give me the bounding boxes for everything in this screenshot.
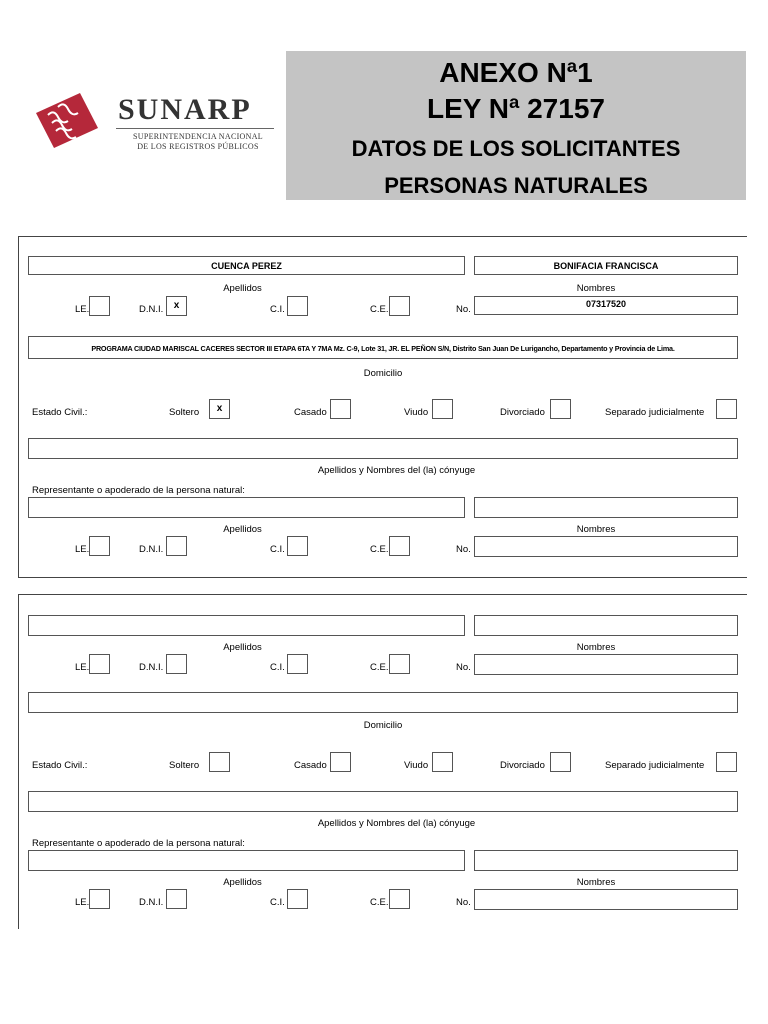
viudo-label: Viudo bbox=[404, 407, 429, 418]
ce-checkbox[interactable] bbox=[389, 296, 410, 316]
dni-label: D.N.I. bbox=[139, 304, 164, 315]
rep-ci-label: C.I. bbox=[270, 544, 285, 555]
logo-subtitle-2: DE LOS REGISTROS PÚBLICOS bbox=[137, 142, 259, 151]
rep-nombres-field-2[interactable] bbox=[474, 850, 738, 871]
rep-nombres-label-2: Nombres bbox=[576, 877, 616, 888]
applicant-2-section bbox=[18, 594, 747, 929]
rep-nombres-label: Nombres bbox=[576, 524, 616, 535]
doc-number-field-2[interactable] bbox=[474, 654, 738, 675]
rep-le-label: LE. bbox=[75, 544, 90, 555]
casado-checkbox[interactable] bbox=[330, 399, 351, 419]
divorciado-label: Divorciado bbox=[500, 407, 545, 418]
conyuge-field[interactable] bbox=[28, 438, 738, 459]
divorciado-checkbox-2[interactable] bbox=[550, 752, 571, 772]
ci-label: C.I. bbox=[270, 304, 285, 315]
rep-apellidos-label-2: Apellidos bbox=[223, 877, 262, 888]
sunarp-logo bbox=[36, 88, 281, 158]
ce-label: C.E. bbox=[370, 304, 389, 315]
separado-checkbox-2[interactable] bbox=[716, 752, 737, 772]
doc-number-field[interactable]: 07317520 bbox=[474, 296, 738, 315]
apellidos-field-2[interactable] bbox=[28, 615, 465, 636]
casado-checkbox-2[interactable] bbox=[330, 752, 351, 772]
conyuge-field-2[interactable] bbox=[28, 791, 738, 812]
ce-checkbox-2[interactable] bbox=[389, 654, 410, 674]
domicilio-label: Domicilio bbox=[363, 368, 403, 379]
separado-label-2: Separado judicialmente bbox=[605, 760, 705, 771]
rep-apellidos-field-2[interactable] bbox=[28, 850, 465, 871]
logo-name: SUNARP bbox=[118, 93, 252, 126]
estado-civil-label-2: Estado Civil.: bbox=[32, 760, 88, 771]
separado-checkbox[interactable] bbox=[716, 399, 737, 419]
divorciado-label-2: Divorciado bbox=[500, 760, 545, 771]
rep-ce-label-2: C.E. bbox=[370, 897, 389, 908]
representante-label-2: Representante o apoderado de la persona natural: bbox=[32, 838, 245, 849]
rep-dni-label: D.N.I. bbox=[139, 544, 164, 555]
no-label: No. bbox=[456, 304, 471, 315]
domicilio-field[interactable]: PROGRAMA CIUDAD MARISCAL CACERES SECTOR III ETAPA 6TA Y 7MA Mz. C-9, Lote 31, JR. EL PEÑON S/N, Distrito San Juan De Lurigancho, Departamento y Provincia de Lima. bbox=[28, 336, 738, 359]
logo-divider bbox=[116, 128, 274, 129]
apellidos-field[interactable]: CUENCA PEREZ bbox=[28, 256, 465, 275]
apellidos-label-2: Apellidos bbox=[223, 642, 262, 653]
rep-ce-label: C.E. bbox=[370, 544, 389, 555]
section-title: DATOS DE LOS SOLICITANTES bbox=[351, 136, 681, 161]
rep-le-checkbox[interactable] bbox=[89, 536, 110, 556]
viudo-checkbox-2[interactable] bbox=[432, 752, 453, 772]
viudo-checkbox[interactable] bbox=[432, 399, 453, 419]
le-label: LE. bbox=[75, 304, 90, 315]
law-title: LEY Nª 27157 bbox=[427, 93, 605, 124]
soltero-label: Soltero bbox=[169, 407, 200, 418]
le-checkbox-2[interactable] bbox=[89, 654, 110, 674]
conyuge-label-2: Apellidos y Nombres del (la) cónyuge bbox=[317, 818, 476, 829]
rep-apellidos-label: Apellidos bbox=[223, 524, 262, 535]
rep-le-label-2: LE. bbox=[75, 897, 90, 908]
rep-apellidos-field[interactable] bbox=[28, 497, 465, 518]
rep-ci-checkbox[interactable] bbox=[287, 536, 308, 556]
nombres-label: Nombres bbox=[576, 283, 616, 294]
nombres-label-2: Nombres bbox=[576, 642, 616, 653]
dni-label-2: D.N.I. bbox=[139, 662, 164, 673]
le-checkbox[interactable] bbox=[89, 296, 110, 316]
soltero-checkbox[interactable]: x bbox=[209, 399, 230, 419]
rep-le-checkbox-2[interactable] bbox=[89, 889, 110, 909]
rep-dni-label-2: D.N.I. bbox=[139, 897, 164, 908]
domicilio-label-2: Domicilio bbox=[363, 720, 403, 731]
representante-label: Representante o apoderado de la persona natural: bbox=[32, 485, 245, 496]
ce-label-2: C.E. bbox=[370, 662, 389, 673]
soltero-checkbox-2[interactable] bbox=[209, 752, 230, 772]
ci-checkbox-2[interactable] bbox=[287, 654, 308, 674]
applicant-1-section bbox=[18, 236, 747, 578]
annex-title: ANEXO Nª1 bbox=[439, 57, 593, 88]
le-label-2: LE. bbox=[75, 662, 90, 673]
rep-doc-number-field[interactable] bbox=[474, 536, 738, 557]
soltero-label-2: Soltero bbox=[169, 760, 200, 771]
rep-ci-label-2: C.I. bbox=[270, 897, 285, 908]
estado-civil-label: Estado Civil.: bbox=[32, 407, 88, 418]
apellidos-label: Apellidos bbox=[223, 283, 262, 294]
casado-label: Casado bbox=[294, 407, 327, 418]
divorciado-checkbox[interactable] bbox=[550, 399, 571, 419]
rep-no-label: No. bbox=[456, 544, 471, 555]
casado-label-2: Casado bbox=[294, 760, 327, 771]
rep-dni-checkbox-2[interactable] bbox=[166, 889, 187, 909]
rep-ci-checkbox-2[interactable] bbox=[287, 889, 308, 909]
ci-label-2: C.I. bbox=[270, 662, 285, 673]
rep-dni-checkbox[interactable] bbox=[166, 536, 187, 556]
logo-subtitle-1: SUPERINTENDENCIA NACIONAL bbox=[133, 132, 263, 141]
nombres-field-2[interactable] bbox=[474, 615, 738, 636]
separado-label: Separado judicialmente bbox=[605, 407, 705, 418]
dni-checkbox[interactable]: x bbox=[166, 296, 187, 316]
dni-checkbox-2[interactable] bbox=[166, 654, 187, 674]
rep-no-label-2: No. bbox=[456, 897, 471, 908]
rep-ce-checkbox-2[interactable] bbox=[389, 889, 410, 909]
document-header bbox=[286, 51, 746, 200]
section-subtitle: PERSONAS NATURALES bbox=[384, 173, 648, 198]
sunarp-emblem-icon bbox=[36, 93, 98, 148]
rep-ce-checkbox[interactable] bbox=[389, 536, 410, 556]
ci-checkbox[interactable] bbox=[287, 296, 308, 316]
rep-doc-number-field-2[interactable] bbox=[474, 889, 738, 910]
viudo-label-2: Viudo bbox=[404, 760, 429, 771]
conyuge-label: Apellidos y Nombres del (la) cónyuge bbox=[317, 465, 476, 476]
domicilio-field-2[interactable] bbox=[28, 692, 738, 713]
nombres-field[interactable]: BONIFACIA FRANCISCA bbox=[474, 256, 738, 275]
no-label-2: No. bbox=[456, 662, 471, 673]
rep-nombres-field[interactable] bbox=[474, 497, 738, 518]
